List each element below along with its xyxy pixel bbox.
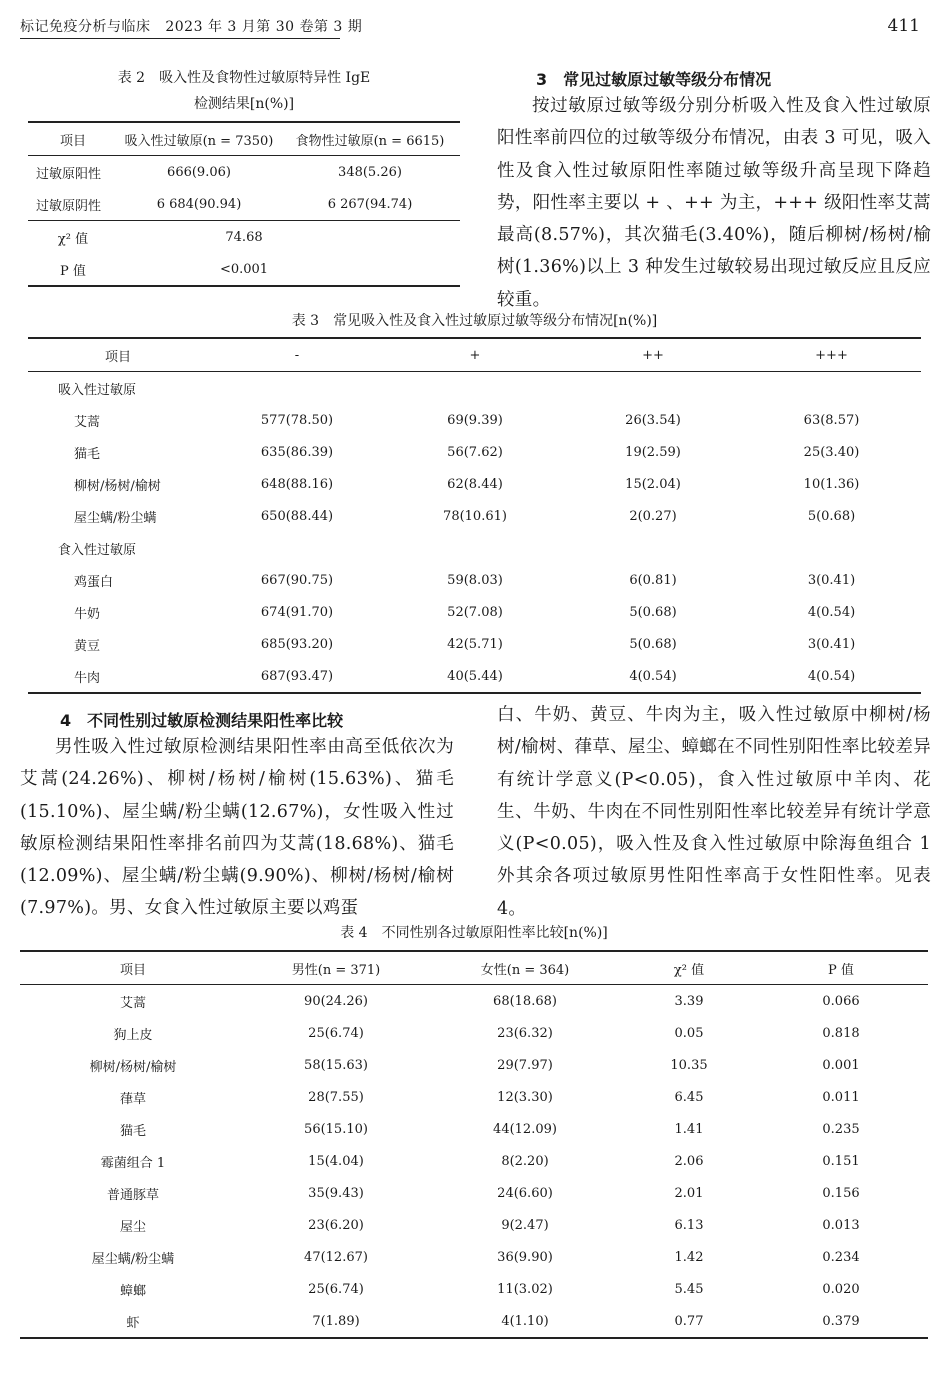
row-label: 屋尘 <box>119 1219 146 1235</box>
table4-header-chi: χ² 值 <box>673 962 705 978</box>
cell: 635(86.39) <box>260 444 334 460</box>
row-label: 霉菌组合 1 <box>100 1155 166 1171</box>
cell: 4(1.10) <box>501 1313 549 1329</box>
cell: 68(18.68) <box>493 993 557 1009</box>
cell: 0.77 <box>674 1313 704 1329</box>
cell: 0.818 <box>822 1025 860 1041</box>
cell: 650(88.44) <box>260 508 334 524</box>
cell: 10(1.36) <box>803 476 860 492</box>
table3 <box>28 337 921 694</box>
cell: 0.379 <box>822 1313 860 1329</box>
cell: 9(2.47) <box>501 1217 549 1233</box>
cell: 25(6.74) <box>308 1281 364 1297</box>
row-label: 屋尘螨/粉尘螨 <box>91 1251 175 1267</box>
cell: 36(9.90) <box>497 1249 553 1265</box>
row-label: 猫毛 <box>74 446 101 462</box>
table-row <box>28 221 460 254</box>
cell: 7(1.89) <box>312 1313 360 1329</box>
cell: 25(6.74) <box>308 1025 364 1041</box>
cell: 12(3.30) <box>497 1089 553 1105</box>
row-label: 过敏原阳性 <box>36 166 102 182</box>
table2-header-row <box>28 122 460 156</box>
row-label: χ² 值 <box>57 231 89 247</box>
table2-caption-line2: 检测结果[n(%)] <box>193 96 295 112</box>
cell: 0.001 <box>822 1057 860 1073</box>
table-row <box>28 468 921 500</box>
cell: 63(8.57) <box>803 412 860 428</box>
table-row <box>20 1305 928 1338</box>
cell: 6 684(90.94) <box>156 196 242 212</box>
table3-header-grade: - <box>294 347 300 363</box>
cell: 2.01 <box>674 1185 704 1201</box>
cell: 58(15.63) <box>304 1057 368 1073</box>
row-label: 屋尘螨/粉尘螨 <box>74 510 157 526</box>
cell: 6(0.81) <box>629 572 677 588</box>
cell: 42(5.71) <box>447 636 503 652</box>
cell: 28(7.55) <box>308 1089 364 1105</box>
cell: 24(6.60) <box>497 1185 553 1201</box>
table4-header-item: 项目 <box>119 962 146 978</box>
cell: 0.235 <box>822 1121 860 1137</box>
cell: 0.011 <box>822 1089 860 1105</box>
cell: 685(93.20) <box>260 636 334 652</box>
group-label-inhalant: 吸入性过敏原 <box>58 382 137 398</box>
cell: 29(7.97) <box>497 1057 553 1073</box>
cell: 25(3.40) <box>803 444 860 460</box>
table-row <box>28 404 921 436</box>
table2-header-item: 项目 <box>59 133 86 149</box>
row-label: 蟑螂 <box>119 1283 146 1299</box>
cell: 90(24.26) <box>304 993 368 1009</box>
table3-caption: 表 3 常见吸入性及食入性过敏原过敏等级分布情况[n(%)] <box>291 313 658 329</box>
table4-header-p: P 值 <box>828 962 854 978</box>
running-header <box>20 16 362 36</box>
cell: 1.42 <box>674 1249 704 1265</box>
cell: 6.45 <box>674 1089 704 1105</box>
row-label: 虾 <box>126 1315 140 1331</box>
table4-caption: 表 4 不同性别各过敏原阳性率比较[n(%)] <box>340 925 608 941</box>
cell: 6.13 <box>674 1217 704 1233</box>
table-row <box>28 564 921 596</box>
table3-header-grade: +++ <box>815 347 848 363</box>
row-label: 柳树/杨树/榆树 <box>74 478 161 494</box>
cell: 5.45 <box>674 1281 704 1297</box>
cell: 44(12.09) <box>493 1121 557 1137</box>
row-label: P 值 <box>60 263 86 279</box>
table4-header-row <box>20 951 928 985</box>
table2-header-food: 食物性过敏原(n = 6615) <box>295 133 445 149</box>
cell: 52(7.08) <box>447 604 503 620</box>
row-label: 艾蒿 <box>119 995 146 1011</box>
issue-info: 2023 年 3 月第 30 卷第 3 期 <box>165 19 363 35</box>
table3-header-grade: + <box>469 347 481 363</box>
cell: 0.020 <box>822 1281 860 1297</box>
table-row <box>28 500 921 532</box>
row-label: 牛奶 <box>74 606 101 622</box>
cell: 674(91.70) <box>260 604 334 620</box>
cell: 5(0.68) <box>629 636 677 652</box>
cell: 56(15.10) <box>304 1121 368 1137</box>
cell: 577(78.50) <box>260 412 334 428</box>
section4-paragraph-right: 白、牛奶、黄豆、牛肉为主，吸入性过敏原中柳树/杨树/榆树、葎草、屋尘、蟑螂在不同性别阳性率比较差异有统计学意义(P<0.05)，食入性过敏原中羊肉、花生、牛奶、牛肉在不同性别阳性率比较差异有统计学意义(P<0.05)，吸入性及食入性过敏原中除海鱼组合 1 外其余各项过敏原男性阳性率高于女性阳性率。见表 4。 <box>497 705 931 919</box>
row-label: 艾蒿 <box>74 414 101 430</box>
section3-paragraph: 按过敏原过敏等级分别分析吸入性及食入性过敏原阳性率前四位的过敏等级分布情况，由表 3 可见，吸入性及食入性过敏原阳性率随过敏等级升高呈现下降趋势，阳性率主要以 + 、++ 为主，+++ 级阳性率艾蒿最高(8.57%)，其次猫毛(3.40%)，随后柳树/杨树/榆树(1.36%)以上 3 种发生过敏较易出现过敏反应且反应较重。 <box>497 96 931 310</box>
group-label-food: 食入性过敏原 <box>58 542 137 558</box>
table3-header-row <box>28 338 921 372</box>
cell: 0.013 <box>822 1217 860 1233</box>
cell: 5(0.68) <box>807 508 856 524</box>
table2-header-inhal: 吸入性过敏原(n = 7350) <box>124 133 274 149</box>
table-row <box>28 188 460 221</box>
section3-title: 3 常见过敏原过敏等级分布情况 <box>536 70 772 89</box>
cell: 3(0.41) <box>807 572 856 588</box>
cell: 6 267(94.74) <box>327 196 413 212</box>
cell: 56(7.62) <box>447 444 503 460</box>
cell: 348(5.26) <box>338 164 402 180</box>
table2-caption <box>28 65 460 117</box>
table-row <box>28 253 460 286</box>
cell: 4(0.54) <box>629 668 677 684</box>
row-label: 柳树/杨树/榆树 <box>89 1059 177 1075</box>
table-row <box>20 1113 928 1145</box>
cell: 5(0.68) <box>629 604 677 620</box>
table3-group-row <box>28 372 921 405</box>
row-label: 鸡蛋白 <box>74 574 114 590</box>
cell: 648(88.16) <box>260 476 334 492</box>
cell: 2.06 <box>674 1153 704 1169</box>
cell: 3.39 <box>674 993 704 1009</box>
cell: 26(3.54) <box>625 412 681 428</box>
journal-name: 标记免疫分析与临床 <box>20 19 151 35</box>
chi-square-value: 74.68 <box>225 229 263 245</box>
cell: 23(6.32) <box>497 1025 553 1041</box>
row-label: 过敏原阴性 <box>36 198 102 214</box>
cell: 10.35 <box>670 1057 708 1073</box>
cell: 62(8.44) <box>447 476 503 492</box>
cell: 4(0.54) <box>807 668 856 684</box>
row-label: 普通豚草 <box>106 1187 159 1203</box>
table-row <box>28 660 921 693</box>
table-row <box>20 985 928 1018</box>
cell: 0.05 <box>674 1025 704 1041</box>
cell: 78(10.61) <box>443 508 507 524</box>
cell: 69(9.39) <box>447 412 503 428</box>
cell: 59(8.03) <box>447 572 503 588</box>
table2 <box>28 121 460 287</box>
row-label: 牛肉 <box>74 670 101 686</box>
table-row <box>20 1145 928 1177</box>
cell: 0.151 <box>822 1153 860 1169</box>
table-row <box>20 1177 928 1209</box>
cell: 35(9.43) <box>308 1185 364 1201</box>
cell: 8(2.20) <box>501 1153 549 1169</box>
cell: 2(0.27) <box>629 508 677 524</box>
cell: 15(2.04) <box>625 476 681 492</box>
cell: 19(2.59) <box>625 444 681 460</box>
row-label: 猫毛 <box>119 1123 146 1139</box>
cell: 667(90.75) <box>260 572 334 588</box>
cell: 23(6.20) <box>308 1217 364 1233</box>
table-row <box>28 596 921 628</box>
p-value: <0.001 <box>219 261 269 277</box>
cell: 666(9.06) <box>167 164 231 180</box>
cell: 47(12.67) <box>304 1249 368 1265</box>
table3-header-item: 项目 <box>104 349 131 365</box>
row-label: 葎草 <box>119 1091 146 1107</box>
table-row <box>20 1081 928 1113</box>
cell: 687(93.47) <box>260 668 334 684</box>
cell: 4(0.54) <box>807 604 856 620</box>
table3-group-row <box>28 532 921 564</box>
table-row <box>28 156 460 189</box>
row-label: 黄豆 <box>74 638 101 654</box>
table-row <box>20 1017 928 1049</box>
section4-title: 4 不同性别过敏原检测结果阳性率比较 <box>60 711 344 730</box>
table-row <box>20 1049 928 1081</box>
table-row <box>20 1273 928 1305</box>
cell: 3(0.41) <box>807 636 856 652</box>
section4-paragraph-left: 男性吸入性过敏原检测结果阳性率由高至低依次为艾蒿(24.26%)、柳树/杨树/榆树(15.63%)、猫毛(15.10%)、屋尘螨/粉尘螨(12.67%)，女性吸入性过敏原检测结果阳性率排名前四为艾蒿(18.68%)、猫毛(12.09%)、屋尘螨/粉尘螨(9.90%)、柳树/杨树/榆树(7.97%)。男、女食入性过敏原主要以鸡蛋 <box>20 737 454 919</box>
table-row <box>20 1209 928 1241</box>
table4-header-female: 女性(n = 364) <box>480 962 570 978</box>
table4-header-male: 男性(n = 371) <box>291 962 381 978</box>
table-row <box>20 1241 928 1273</box>
cell: 0.234 <box>822 1249 860 1265</box>
table-row <box>28 628 921 660</box>
page-number: 411 <box>887 16 920 36</box>
cell: 40(5.44) <box>447 668 503 684</box>
table-row <box>28 436 921 468</box>
header-rule <box>20 38 340 39</box>
cell: 0.156 <box>822 1185 860 1201</box>
cell: 1.41 <box>674 1121 704 1137</box>
cell: 11(3.02) <box>497 1281 553 1297</box>
row-label: 狗上皮 <box>113 1027 153 1043</box>
table2-caption-line1: 表 2 吸入性及食物性过敏原特异性 IgE <box>117 70 371 86</box>
cell: 0.066 <box>822 993 860 1009</box>
cell: 15(4.04) <box>308 1153 364 1169</box>
table4 <box>20 950 928 1339</box>
table3-header-grade: ++ <box>642 347 664 363</box>
